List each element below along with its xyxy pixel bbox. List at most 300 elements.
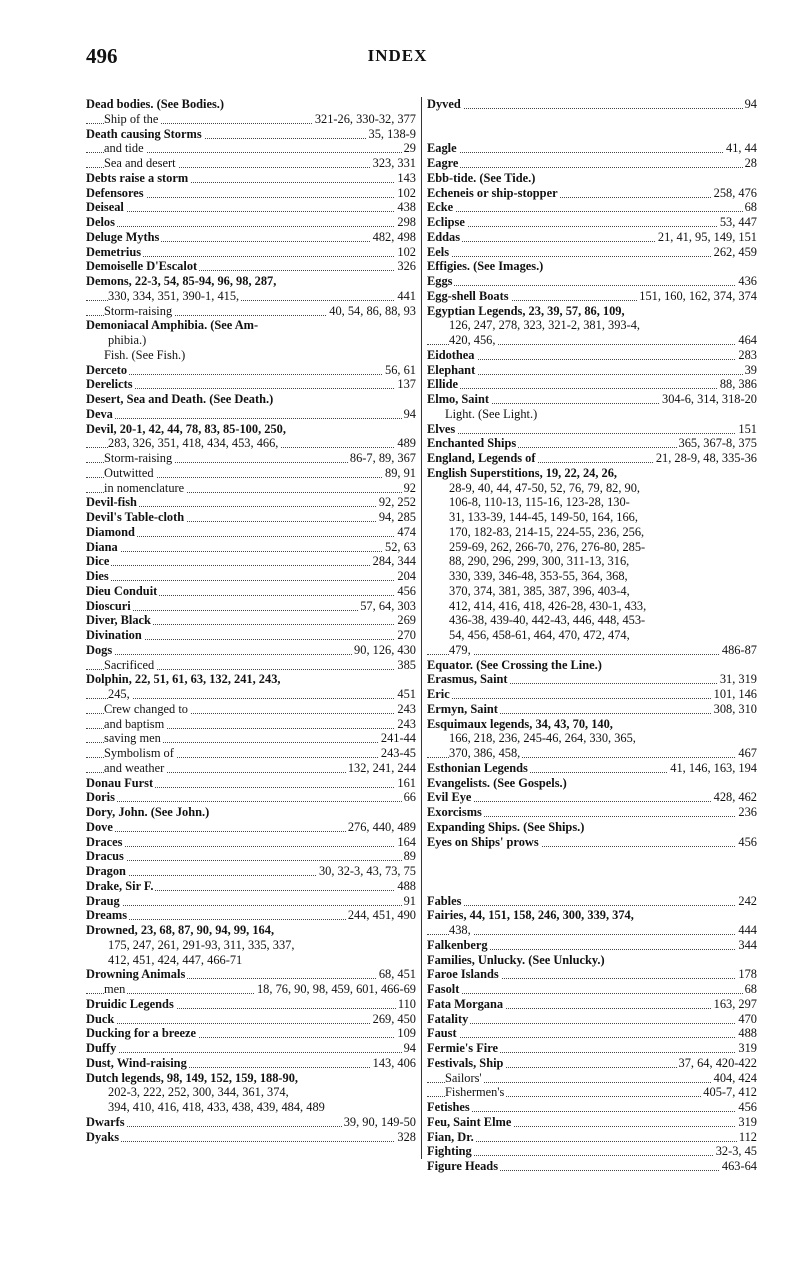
- entry-pages: 57, 64, 303: [360, 598, 416, 613]
- index-spacer: [427, 864, 757, 879]
- index-entry: [427, 776, 757, 791]
- index-entry: [427, 1159, 757, 1174]
- column-divider: [421, 97, 422, 1159]
- entry-pages: 467: [738, 746, 757, 760]
- index-entry: [427, 908, 757, 923]
- index-entry: [427, 584, 757, 599]
- index-entry: [86, 1085, 416, 1100]
- entry-pages: 405-7, 412: [703, 1085, 757, 1100]
- entry-pages: 164: [397, 834, 416, 849]
- index-entry: [427, 289, 757, 304]
- entry-term: Draces: [86, 834, 123, 849]
- index-entry: [427, 835, 757, 850]
- entry-term: 245,: [108, 687, 130, 701]
- entry-term: English Superstitions, 19, 22, 24, 26,: [427, 465, 618, 480]
- entry-term: Families, Unlucky. (See Unlucky.): [427, 952, 605, 967]
- index-entry: [427, 1071, 757, 1086]
- entry-term: Demoniacal Amphibia. (See Am-: [86, 318, 259, 333]
- index-entry: [427, 1085, 757, 1100]
- index-entry: [86, 820, 416, 835]
- index-entry: [86, 687, 416, 702]
- entry-pages: 40, 54, 86, 88, 93: [329, 303, 416, 318]
- index-entry: [427, 1130, 757, 1145]
- entry-term: 412, 414, 416, 418, 426-28, 430-1, 433,: [449, 598, 647, 613]
- entry-term: Fighting: [427, 1144, 472, 1159]
- index-entry: [427, 938, 757, 953]
- entry-term: Dory, John. (See John.): [86, 805, 210, 819]
- index-entry: [427, 436, 757, 451]
- index-entry: [86, 1056, 416, 1071]
- index-entry: [427, 466, 757, 481]
- index-entry: [86, 953, 416, 968]
- entry-pages: 37, 64, 420-422: [678, 1055, 757, 1070]
- entry-pages: 451: [397, 687, 416, 701]
- entry-term: Dreams: [86, 908, 128, 923]
- index-entry: [86, 1071, 416, 1086]
- entry-pages: 276, 440, 489: [347, 819, 416, 834]
- entry-pages: 328: [397, 1129, 416, 1144]
- entry-term: Egyptian Legends, 23, 39, 57, 86, 109,: [427, 303, 625, 318]
- index-entry: [427, 200, 757, 215]
- entry-pages: 304-6, 314, 318-20: [662, 392, 757, 406]
- entry-term: England, Legends of: [427, 451, 536, 465]
- index-entry: [427, 540, 757, 555]
- entry-term: and weather: [104, 760, 165, 775]
- index-entry: [86, 171, 416, 186]
- index-entry: [86, 746, 416, 761]
- entry-term: Derceto: [86, 362, 128, 377]
- entry-term: Elves: [427, 421, 456, 436]
- index-entry: [86, 259, 416, 274]
- entry-term: Figure Heads: [427, 1159, 499, 1173]
- entry-term: Storm-raising: [104, 451, 173, 465]
- entry-term: Fasolt: [427, 982, 460, 996]
- index-entry: [86, 613, 416, 628]
- index-spacer: [427, 849, 757, 864]
- index-entry: [86, 333, 416, 348]
- index-entry: [86, 510, 416, 525]
- entry-term: Deva: [86, 406, 113, 421]
- entry-term: Devil's Table-cloth: [86, 510, 185, 524]
- entry-pages: 151, 160, 162, 374, 374: [639, 288, 757, 303]
- index-entry: [86, 318, 416, 333]
- entry-pages: 283: [738, 347, 757, 362]
- entry-pages: 365, 367-8, 375: [678, 436, 757, 451]
- index-entry: [427, 318, 757, 333]
- entry-term: Esthonian Legends: [427, 760, 528, 775]
- entry-term: men: [104, 982, 126, 996]
- entry-term: 330, 334, 351, 390-1, 415,: [108, 288, 240, 303]
- index-entry: [86, 702, 416, 717]
- entry-pages: 270: [397, 628, 416, 642]
- entry-term: Dragon: [86, 864, 126, 878]
- entry-term: 283, 326, 351, 418, 434, 453, 466,: [108, 436, 279, 451]
- index-entry: [427, 805, 757, 820]
- index-entry: [427, 702, 757, 717]
- entry-pages: 94, 285: [378, 510, 416, 524]
- entry-term: 106-8, 110-13, 115-16, 123-28, 130-: [449, 495, 630, 510]
- index-entry: [86, 967, 416, 982]
- entry-pages: 66: [403, 790, 416, 805]
- entry-term: 202-3, 222, 252, 300, 344, 361, 374,: [108, 1085, 289, 1100]
- entry-term: Dracus: [86, 849, 124, 864]
- index-entry: [86, 717, 416, 732]
- entry-term: Egg-shell Boats: [427, 288, 509, 303]
- entry-term: Diamond: [86, 524, 135, 539]
- entry-term: 175, 247, 261, 291-93, 311, 335, 337,: [108, 937, 295, 952]
- entry-term: Evil Eye: [427, 790, 472, 805]
- entry-term: Faust: [427, 1026, 457, 1041]
- entry-pages: 436: [738, 274, 757, 288]
- index-entry: [427, 304, 757, 319]
- entry-term: Derelicts: [86, 377, 133, 392]
- index-entry: [86, 849, 416, 864]
- entry-term: 170, 182-83, 214-15, 224-55, 236, 256,: [449, 524, 645, 539]
- entry-pages: 102: [397, 244, 416, 259]
- entry-term: and tide: [104, 141, 144, 156]
- entry-term: Expanding Ships. (See Ships.): [427, 819, 585, 834]
- entry-term: Divination: [86, 628, 142, 642]
- entry-term: 31, 133-39, 144-45, 149-50, 164, 166,: [449, 510, 638, 524]
- entry-term: Storm-raising: [104, 303, 173, 318]
- index-entry: [86, 407, 416, 422]
- entry-term: Debts raise a storm: [86, 170, 189, 185]
- index-entry: [86, 495, 416, 510]
- index-entry: [427, 156, 757, 171]
- entry-term: Dieu Conduit: [86, 583, 158, 598]
- entry-term: Elmo, Saint: [427, 392, 489, 406]
- index-entry: [86, 1115, 416, 1130]
- entry-pages: 474: [397, 524, 416, 539]
- index-entry: [427, 1012, 757, 1027]
- entry-pages: 39: [744, 362, 757, 377]
- entry-term: 370, 386, 458,: [449, 746, 521, 760]
- index-entry: [427, 672, 757, 687]
- entry-term: Erasmus, Saint: [427, 672, 508, 687]
- index-entry: [86, 569, 416, 584]
- index-entry: [86, 127, 416, 142]
- index-entry: [86, 525, 416, 540]
- entry-pages: 323, 331: [372, 156, 416, 170]
- index-entry: [427, 392, 757, 407]
- index-entry: [86, 864, 416, 879]
- index-spacer: [427, 112, 757, 127]
- index-entry: [86, 215, 416, 230]
- entry-pages: 18, 76, 90, 98, 459, 601, 466-69: [256, 982, 416, 996]
- index-entry: [86, 643, 416, 658]
- entry-term: Sea and desert: [104, 156, 176, 170]
- index-entry: [427, 377, 757, 392]
- entry-pages: 385: [397, 657, 416, 672]
- index-entry: [427, 215, 757, 230]
- index-entry: [86, 776, 416, 791]
- entry-term: Drowning Animals: [86, 967, 186, 982]
- index-entry: [427, 1115, 757, 1130]
- entry-pages: 32-3, 45: [715, 1144, 757, 1159]
- entry-term: 420, 456,: [449, 333, 496, 347]
- index-entry: [427, 628, 757, 643]
- index-entry: [86, 289, 416, 304]
- index-entry: [427, 894, 757, 909]
- entry-term: Effigies. (See Images.): [427, 259, 544, 274]
- entry-pages: 29: [403, 141, 416, 156]
- entry-term: Diana: [86, 539, 118, 554]
- index-entry: [427, 451, 757, 466]
- entry-pages: 244, 451, 490: [347, 908, 416, 923]
- index-spacer: [427, 127, 757, 142]
- entry-pages: 21, 41, 95, 149, 151: [657, 229, 757, 244]
- entry-term: Dust, Wind-raising: [86, 1055, 187, 1070]
- entry-term: Dioscuri: [86, 598, 131, 613]
- entry-term: Draug: [86, 893, 120, 908]
- index-entry: [86, 348, 416, 363]
- entry-term: Dice: [86, 554, 110, 569]
- index-entry: [86, 599, 416, 614]
- index-entry: [86, 540, 416, 555]
- entry-pages: 242: [738, 893, 757, 908]
- index-entry: [86, 112, 416, 127]
- entry-pages: 94: [744, 97, 757, 111]
- index-entry: [86, 304, 416, 319]
- entry-pages: 204: [397, 569, 416, 583]
- entry-pages: 92, 252: [378, 495, 416, 510]
- index-entry: [427, 613, 757, 628]
- entry-pages: 39, 90, 149-50: [343, 1114, 416, 1129]
- entry-term: Eagre: [427, 156, 459, 170]
- index-entry: [427, 1144, 757, 1159]
- index-entry: [427, 363, 757, 378]
- index-entry: [427, 569, 757, 584]
- entry-term: Evangelists. (See Gospels.): [427, 775, 567, 790]
- index-entry: [427, 525, 757, 540]
- entry-term: saving men: [104, 731, 161, 746]
- index-entry: [427, 422, 757, 437]
- entry-term: 166, 218, 236, 245-46, 264, 330, 365,: [449, 731, 636, 746]
- entry-term: 330, 339, 346-48, 353-55, 364, 368,: [449, 569, 628, 583]
- entry-pages: 94: [403, 1041, 416, 1055]
- entry-pages: 161: [397, 775, 416, 790]
- entry-pages: 68: [744, 200, 757, 215]
- entry-pages: 89, 91: [385, 465, 416, 480]
- entry-pages: 308, 310: [713, 701, 757, 716]
- entry-term: Elephant: [427, 362, 476, 377]
- entry-term: Ermyn, Saint: [427, 701, 498, 716]
- entry-term: Dyved: [427, 97, 461, 111]
- entry-pages: 489: [397, 436, 416, 451]
- index-entry: [427, 643, 757, 658]
- entry-term: Doris: [86, 790, 115, 805]
- entry-term: Ducking for a breeze: [86, 1026, 197, 1041]
- index-entry: [427, 717, 757, 732]
- entry-term: Ebb-tide. (See Tide.): [427, 170, 536, 185]
- index-entry: [86, 1012, 416, 1027]
- entry-pages: 21, 28-9, 48, 335-36: [655, 451, 757, 465]
- index-entry: [86, 982, 416, 997]
- entry-term: Fish. (See Fish.): [104, 347, 186, 362]
- entry-term: Diver, Black: [86, 613, 151, 628]
- entry-term: Duck: [86, 1011, 115, 1026]
- index-entry: [86, 186, 416, 201]
- entry-pages: 269: [397, 613, 416, 628]
- entry-pages: 41, 146, 163, 194: [670, 760, 757, 775]
- entry-term: Druidic Legends: [86, 996, 174, 1011]
- entry-term: Ellide: [427, 377, 458, 392]
- entry-term: and baptism: [104, 716, 165, 731]
- index-entry: [427, 245, 757, 260]
- index-entry: [86, 1041, 416, 1056]
- entry-term: Eric: [427, 687, 450, 701]
- entry-term: Devil-fish: [86, 495, 137, 510]
- index-entry: [427, 554, 757, 569]
- entry-term: Eels: [427, 244, 450, 259]
- entry-term: Fetishes: [427, 1100, 470, 1114]
- entry-pages: 41, 44: [726, 141, 757, 156]
- entry-pages: 319: [738, 1041, 757, 1055]
- index-entry: [427, 746, 757, 761]
- index-entry: [427, 407, 757, 422]
- entry-term: Eagle: [427, 141, 457, 156]
- entry-term: Ecke: [427, 200, 454, 215]
- index-entry: [86, 97, 416, 112]
- entry-term: Duffy: [86, 1041, 117, 1055]
- index-entry: [427, 658, 757, 673]
- entry-term: Demons, 22-3, 54, 85-94, 96, 98, 287,: [86, 274, 277, 288]
- entry-pages: 243: [397, 716, 416, 731]
- index-entry: [427, 348, 757, 363]
- index-entry: [427, 259, 757, 274]
- entry-term: Sacrificed: [104, 657, 155, 672]
- index-entry: [427, 982, 757, 997]
- entry-term: Light. (See Light.): [445, 406, 538, 421]
- index-entry: [427, 599, 757, 614]
- index-entry: [86, 894, 416, 909]
- index-entry: [86, 1130, 416, 1145]
- index-entry: [86, 923, 416, 938]
- entry-term: Fian, Dr.: [427, 1129, 474, 1144]
- index-entry: [427, 790, 757, 805]
- entry-pages: 112: [738, 1129, 757, 1144]
- entry-pages: 101, 146: [713, 687, 757, 701]
- index-entry: [427, 997, 757, 1012]
- entry-pages: 470: [738, 1011, 757, 1026]
- index-entry: [427, 230, 757, 245]
- entry-term: Faroe Islands: [427, 967, 499, 982]
- entry-term: Feu, Saint Elme: [427, 1114, 512, 1129]
- index-entry: [427, 731, 757, 746]
- entry-pages: 86-7, 89, 367: [349, 451, 416, 465]
- entry-term: Dead bodies. (See Bodies.): [86, 97, 225, 111]
- entry-term: 370, 374, 381, 385, 387, 396, 403-4,: [449, 583, 630, 598]
- index-entry: [86, 436, 416, 451]
- entry-pages: 28: [744, 156, 757, 170]
- entry-term: 259-69, 262, 266-70, 276, 276-80, 285-: [449, 539, 646, 554]
- entry-term: Eggs: [427, 274, 453, 288]
- entry-term: Echeneis or ship-stopper: [427, 185, 558, 200]
- entry-term: Eddas: [427, 229, 461, 244]
- entry-pages: 143, 406: [372, 1055, 416, 1070]
- entry-term: Eyes on Ships' prows: [427, 834, 539, 849]
- entry-term: phibia.): [108, 333, 147, 347]
- entry-pages: 456: [738, 834, 757, 849]
- index-entry: [86, 245, 416, 260]
- index-entry: [86, 672, 416, 687]
- index-entry: [86, 230, 416, 245]
- entry-term: Demetrius: [86, 244, 142, 259]
- entry-term: Ship of the: [104, 111, 159, 126]
- entry-term: Fermie's Fire: [427, 1041, 498, 1055]
- entry-pages: 137: [397, 377, 416, 392]
- index-entry: [86, 879, 416, 894]
- entry-term: Dove: [86, 819, 113, 834]
- entry-pages: 94: [403, 406, 416, 421]
- entry-pages: 482, 498: [372, 229, 416, 244]
- index-entry: [427, 1041, 757, 1056]
- entry-pages: 464: [738, 333, 757, 347]
- entry-pages: 30, 32-3, 43, 73, 75: [318, 864, 416, 878]
- index-entry: [86, 377, 416, 392]
- entry-term: Death causing Storms: [86, 126, 202, 141]
- entry-term: Demoiselle D'Escalot: [86, 259, 198, 274]
- entry-pages: 178: [738, 967, 757, 982]
- entry-pages: 404, 424: [713, 1070, 757, 1085]
- entry-term: Dolphin, 22, 51, 61, 63, 132, 241, 243,: [86, 672, 281, 687]
- entry-pages: 243-45: [380, 746, 416, 760]
- index-entry: [427, 186, 757, 201]
- entry-pages: 428, 462: [713, 790, 757, 805]
- entry-pages: 31, 319: [719, 672, 757, 687]
- entry-pages: 102: [397, 185, 416, 200]
- entry-pages: 109: [397, 1026, 416, 1041]
- index-entry: [427, 171, 757, 186]
- entry-pages: 151: [738, 421, 757, 436]
- index-entry: [86, 628, 416, 643]
- index-entry: [86, 908, 416, 923]
- entry-pages: 236: [738, 805, 757, 819]
- index-entry: [86, 141, 416, 156]
- entry-term: Dwarfs: [86, 1114, 125, 1129]
- index-entry: [86, 274, 416, 289]
- entry-term: Devil, 20-1, 42, 44, 78, 83, 85-100, 250,: [86, 421, 286, 436]
- entry-pages: 488: [397, 878, 416, 893]
- index-entry: [86, 938, 416, 953]
- entry-term: Dogs: [86, 642, 113, 657]
- entry-pages: 132, 241, 244: [347, 760, 416, 775]
- index-entry: [427, 1056, 757, 1071]
- entry-term: Symbolism of: [104, 746, 174, 760]
- entry-pages: 441: [397, 288, 416, 303]
- index-entry: [427, 97, 757, 112]
- index-entry: [427, 481, 757, 496]
- index-entry: [86, 422, 416, 437]
- entry-term: in nomenclature: [104, 480, 185, 495]
- index-entry: [86, 835, 416, 850]
- index-entry: [86, 1026, 416, 1041]
- entry-term: Dyaks: [86, 1129, 120, 1144]
- entry-term: 28-9, 40, 44, 47-50, 52, 76, 79, 82, 90,: [449, 480, 641, 495]
- entry-term: Falkenberg: [427, 937, 488, 952]
- entry-term: Drowned, 23, 68, 87, 90, 94, 99, 164,: [86, 923, 275, 937]
- entry-pages: 456: [738, 1100, 757, 1114]
- entry-term: 479,: [449, 642, 471, 657]
- index-entry: [86, 466, 416, 481]
- entry-pages: 269, 450: [372, 1011, 416, 1026]
- entry-term: Fata Morgana: [427, 996, 504, 1011]
- entry-pages: 56, 61: [385, 362, 416, 377]
- entry-term: 126, 247, 278, 323, 321-2, 381, 393-4,: [449, 318, 641, 333]
- entry-pages: 326: [397, 259, 416, 274]
- entry-term: Festivals, Ship: [427, 1055, 504, 1070]
- entry-term: Desert, Sea and Death. (See Death.): [86, 392, 274, 406]
